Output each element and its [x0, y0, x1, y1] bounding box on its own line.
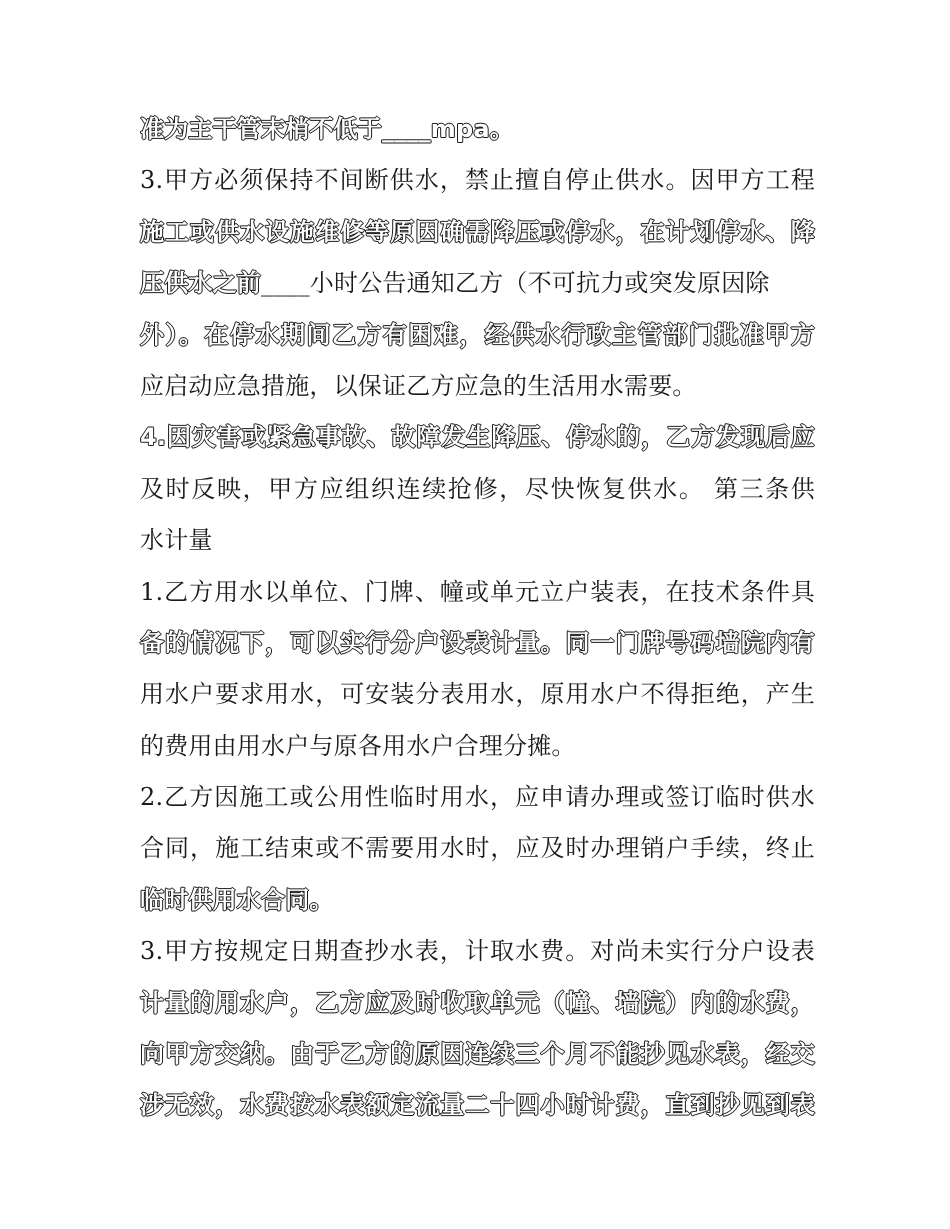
text-line-19: 向甲方交纳。由于乙方的原因连续三个月不能抄见水表，经交 — [140, 1040, 815, 1069]
text-line-10: 1.乙方用水以单位、门牌、幢或单元立户装表，在技术条件具 — [140, 577, 815, 606]
text-line-17: 3.甲方按规定日期查抄水表，计取水费。对尚未实行分户设表 — [140, 937, 815, 966]
text-line-18: 计量的用水户，乙方应及时收取单元（幢、墙院）内的水费， — [140, 988, 815, 1017]
text-line-13: 的费用由用水户与原各用水户合理分摊。 — [140, 731, 576, 760]
text-line-20: 涉无效，水费按水表额定流量二十四小时计费，直到抄见到表 — [140, 1091, 815, 1120]
text-line-1: 准为主干管末梢不低于____mpa。 — [140, 115, 514, 143]
document-body — [140, 104, 815, 1132]
text-line-15: 合同，施工结束或不需要用水时，应及时办理销户手续，终止 — [140, 834, 815, 863]
text-line-12: 用水户要求用水，可安装分表用水，原用水户不得拒绝，产生 — [140, 680, 815, 709]
text-line-4-normal-part: ____小时公告通知乙方（不可抗力或突发原因除 — [261, 269, 770, 298]
text-line-11: 备的情况下，可以实行分户设表计量。同一门牌号码墙院内有 — [140, 628, 815, 657]
text-line-6: 应启动应急措施，以保证乙方应急的生活用水需要。 — [140, 371, 697, 400]
text-line-9: 水计量 — [140, 526, 213, 555]
text-line-4-outline-part: 压供水之前 — [140, 269, 261, 298]
text-line-3: 施工或供水设施维修等原因确需降压或停水，在计划停水、降 — [140, 217, 815, 246]
text-line-14: 2.乙方因施工或公用性临时用水，应申请办理或签订临时供水 — [140, 783, 815, 812]
text-line-2: 3.甲方必须保持不间断供水，禁止擅自停止供水。因甲方工程 — [140, 166, 815, 195]
text-line-7: 4.因灾害或紧急事故、故障发生降压、停水的，乙方发现后应 — [140, 423, 815, 452]
text-line-5: 外）。在停水期间乙方有困难，经供水行政主管部门批准甲方 — [140, 320, 815, 349]
text-line-4-mixed — [140, 258, 815, 309]
text-line-8: 及时反映，甲方应组织连续抢修，尽快恢复供水。 第三条供 — [140, 474, 815, 503]
text-line-16: 临时供用水合同。 — [140, 885, 334, 914]
